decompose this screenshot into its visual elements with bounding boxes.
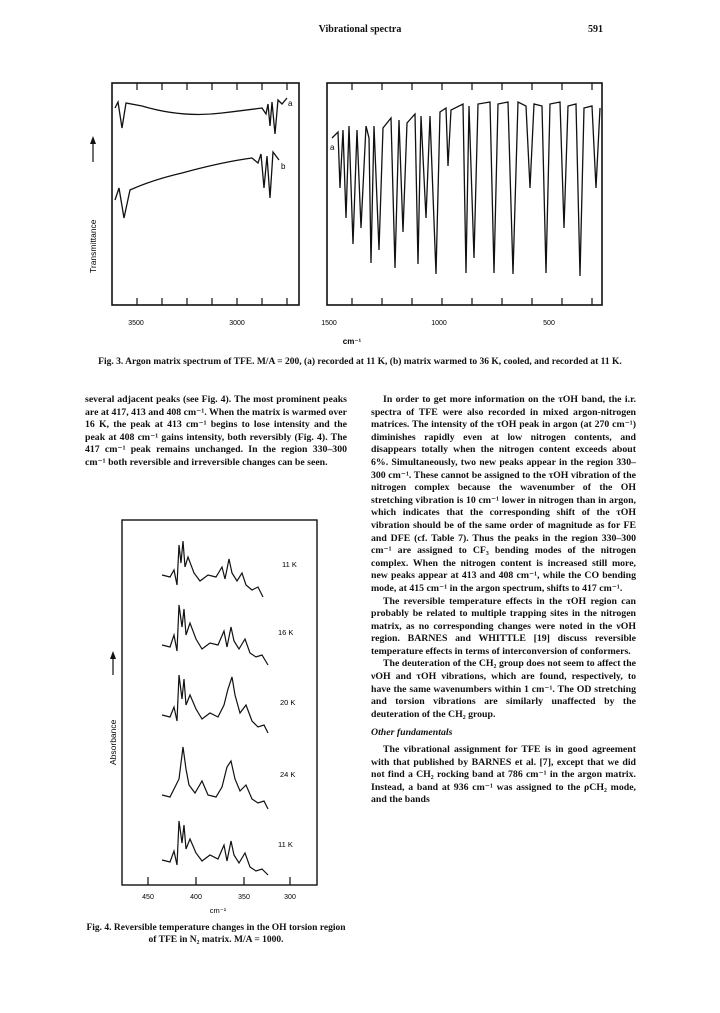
right-paragraph-4: The vibrational assignment for TFE is in good agreement with that published by BARNES et al. [7], except that we did not find a CH₂ rocking band at 786 cm⁻¹ in the argon matrix. Instead, a band at 936 cm⁻¹ was assigned to the ρCH₂ mode, and the bands [371, 744, 636, 806]
fig4-trace-4 [162, 747, 268, 809]
fig3-ylabel: Transmittance [88, 219, 98, 273]
right-paragraph-2: The reversible temperature effects in the τOH region can probably be related to multiple trapping sites in the nitrogen matrix, as no corresponding changes were noted in the νOH region. BARNES and WHITTLE [19] discuss reversible temperature effects in terms of interconversion of conformers. [371, 595, 636, 657]
fig4-y-arrowhead [110, 651, 116, 659]
figure-3 [82, 68, 622, 348]
fig3-y-arrowhead [90, 136, 96, 144]
right-paragraph-3: The deuteration of the CH₂ group does not seem to affect the νOH and τOH vibrations, which are found, respectively, to have the same wavenumbers within 1 cm⁻¹. The OD stretching and torsion vibrations are similarly unaffected by the deuteration of the CH₂ group. [371, 658, 636, 720]
fig4-xlabel: cm⁻¹ [209, 906, 227, 915]
right-column [371, 394, 636, 807]
fig3-tick-500: 500 [543, 320, 555, 327]
fig3-tick-1000: 1000 [431, 320, 447, 327]
fig3-tick-1500: 1500 [321, 320, 337, 327]
fig4-label-2: 16 K [278, 628, 294, 637]
figure-4 [82, 515, 352, 915]
fig4-label-1: 11 K [282, 560, 297, 569]
fig4-label-5: 11 K [278, 840, 293, 849]
fig3-tick-3000: 3000 [229, 320, 245, 327]
figure-4-caption: Fig. 4. Reversible temperature changes in the OH torsion region of TFE in N₂ matrix. M/A = 1000. [86, 923, 346, 945]
fig4-label-3: 20 K [280, 698, 296, 707]
fig3-xlabel: cm⁻¹ [342, 337, 362, 346]
fig3-curve-a-left [115, 98, 287, 134]
right-paragraph-1: In order to get more information on the τOH band, the i.r. spectra of TFE were also recorded in mixed argon-nitrogen matrices. The intensity of the τOH peak in argon (at 270 cm⁻¹) diminishes rapidly even at low nitrogen contents, and disappears totally when the nitrogen content exceeds about 6%. Simultaneously, two new peaks appear in the region 330–300 cm⁻¹. These cannot be assigned to the τOH vibration of the nitrogen complex because the wavenumber of the OH stretching vibration is 10 cm⁻¹ lower in nitrogen than in argon, which indicates that the corresponding shift of the τOH vibration should be of the same order of magnitude as for FE and DFE (cf. Table 7). Thus the peaks in the region 330–300 cm⁻¹ are assigned to CF₃ bending modes of the nitrogen complex. When the nitrogen content is increased still more, new peaks appear at 413 and 408 cm⁻¹, while the CO bending mode, at 415 cm⁻¹ in the argon spectrum, shifts to 417 cm⁻¹. [371, 394, 636, 594]
fig4-tick-350: 350 [238, 894, 250, 901]
fig4-trace-3 [162, 675, 268, 733]
subheading-other-fundamentals: Other fundamentals [371, 727, 453, 739]
fig4-tick-450: 450 [142, 894, 154, 901]
fig3-top-ticks [137, 83, 592, 90]
fig4-trace-2 [162, 605, 268, 665]
fig3-tick-3500: 3500 [128, 320, 144, 327]
fig3-label-b: b [281, 162, 286, 171]
left-paragraph: several adjacent peaks (see Fig. 4). The most prominent peaks are at 417, 413 and 408 cm⁻¹. When the matrix is warmed over 16 K, the peak at 413 cm⁻¹ begins to lose intensity and the peak at 408 cm⁻¹ gains intensity, both reversibly (Fig. 4). The 417 cm⁻¹ peak remains unchanged. In the region 330–300 cm⁻¹ both reversible and irreversible changes can be seen. [85, 394, 347, 468]
fig4-x-ticks [148, 877, 290, 885]
fig3-label-a-right: a [330, 143, 335, 152]
running-header: Vibrational spectra [318, 24, 402, 35]
fig4-label-4: 24 K [280, 770, 296, 779]
figure-3-caption: Fig. 3. Argon matrix spectrum of TFE. M/A = 200, (a) recorded at 11 K, (b) matrix warmed to 36 K, cooled, and recorded at 11 K. [98, 357, 622, 367]
fig3-bottom-ticks [137, 298, 592, 305]
left-column [85, 394, 347, 470]
fig3-curve-b-left [115, 152, 279, 218]
fig4-trace-5 [162, 821, 268, 875]
fig4-tick-400: 400 [190, 894, 202, 901]
fig3-label-a-left: a [288, 99, 293, 108]
fig4-tick-300: 300 [284, 894, 296, 901]
fig4-trace-1 [162, 541, 263, 597]
page-number: 591 [588, 24, 603, 35]
fig3-curve-right [332, 102, 600, 276]
fig4-ylabel: Absorbance [108, 719, 118, 765]
